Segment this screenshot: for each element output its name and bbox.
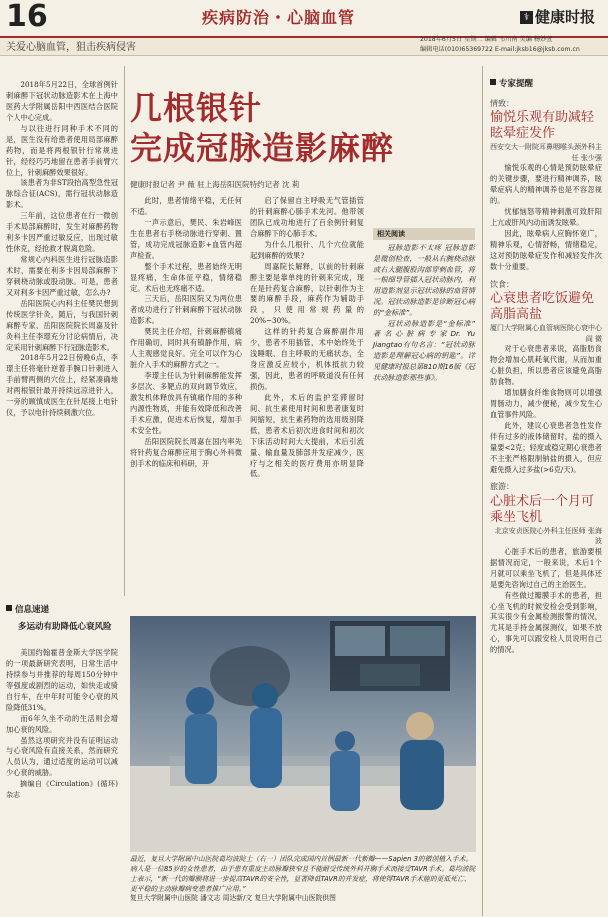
tip-paragraph: 心脏手术后的患者，旅游要根据情况而定，一般来说，术后1个月就可以乘坐飞机了，但是具体还是要先咨询过自己的主治医生。 bbox=[490, 546, 602, 589]
news-paragraph: 虽然这项研究并没有证明运动与心衰风险有直接关系，然而研究人员认为，通过适度的运动可以减少心衰的威胁。 bbox=[6, 735, 118, 778]
tip-paragraph: 增加膳食纤维食物则可以增强胃肠动力，减少便秘，减少发生心血管事件风险。 bbox=[490, 387, 602, 419]
headline-line-2: 完成冠脉造影麻醉 bbox=[130, 129, 395, 167]
logo-mark-icon: ⚕ bbox=[520, 11, 533, 24]
tip-paragraph: 愉悦乐观的心情是预防眩晕症的关键步骤，要进行精神调养，眩晕症病人的精神调养也是不容忽视的。 bbox=[490, 163, 602, 206]
column-rule bbox=[482, 66, 483, 916]
article-paragraph: 一声示意后，樊民、朱岩峰医生在患者右手桡动脉进行穿刺、置管，成功完成冠脉造影+血管内超声检查。 bbox=[130, 217, 242, 260]
surgery-photo-illustration bbox=[130, 616, 476, 852]
article-column-1 bbox=[6, 80, 118, 419]
photo-caption-text: 最近，复旦大学附属中山医院葛均波院士（右一）团队完成国内首例最新一代新瓣——Sapien 3的微创植入手术。病人是一位85岁的女性患者，由于患有重度主动脉瓣狭窄且不能耐受传统外科开胸手术而接受TAVR手术。葛均波院士表示，“新一代的瓣膜将进一步提高TAVR的安全性，显著降低TAVR的并发症，将使得TAVR手术能的更低死亡、更平稳的主动脉瓣病变患者推广应用。” bbox=[130, 855, 476, 893]
tip-paragraph: 有些做过瓣膜手术的患者，担心坐飞机的时候安检会受到影响，其实很少有金属检测报警的情况，尤其是手持金属探测仪，如果不放心，事先可以跟安检人员说明自己的情况。 bbox=[490, 590, 602, 655]
article-paragraph: 启了保留自主呼吸无气管插管的针刺麻醉心肺手术先河。他带领团队已成功地进行了百余例针刺复合麻醉下的心肺手术。 bbox=[250, 196, 364, 238]
article-paragraph: 三年前，这位患者在行一微创手术局部麻醉时，发生对麻醉药物利多卡因严重过敏反应，出现过敏性休克，经抢救才脱离危险。 bbox=[6, 211, 118, 254]
news-paragraph: 美国约翰霍普金斯大学医学院的一项最新研究表明，日常生活中持续参与并推荐的每周150分钟中等强度或剧烈的运动，如快走或骑自行车，在中年时可能令心衰的风险降低31%。 bbox=[6, 648, 118, 712]
article-paragraph: 此外，术后的监护室滞留时间、抗生素使用时间和患者康复时间缩短，抗生素药物的选用级别降低，患者术后初次进食时间和初次下床活动时间大大提前，术后引流量、输血量及肺部并发症减少，医疗与之相关的医疗费用亦明显降低。 bbox=[250, 392, 364, 479]
article-column-2 bbox=[130, 196, 242, 469]
tip-item bbox=[490, 279, 602, 476]
tip-paragraph: 此外，建议心衰患者急性发作伴有过多的液体储留时，盐的摄入量要<2克；轻度或稳定期心衰患者不主张严格限制钠盐的摄入，但应避免摄入过多盐(>6克/天)。 bbox=[490, 420, 602, 474]
article-paragraph: 2018年5月22日，全球首例针刺麻醉下冠状动脉造影术在上海中医药大学附属岳阳中西医结合医院个人中心完成。 bbox=[6, 80, 118, 122]
tip-title: 愉悦乐观有助减轻眩晕症发作 bbox=[490, 110, 595, 142]
headline-line-1: 几根银针 bbox=[130, 89, 263, 127]
page-slogan: 关爱心脑血管，狙击疾病侵害 bbox=[6, 42, 136, 53]
article-paragraph: 整个手术过程，患者始终无明显疼痛，生命体征平稳，情绪稳定。术后也无疼痛不适。 bbox=[130, 261, 242, 293]
tip-paragraph: 对于心衰患者来说，高脂肪食物会增加心肌耗氧代谢，从而加重心脏负担，所以患者应该避免高脂肪食物。 bbox=[490, 344, 602, 386]
expert-tips-heading: 专家提醒 bbox=[490, 78, 533, 91]
tip-kicker: 旅游： bbox=[490, 482, 514, 492]
newspaper-logo bbox=[520, 6, 595, 29]
article-paragraph: 该患者为非ST段抬高型急性冠脉综合征(ACS)，需行冠状动脉造影术。 bbox=[6, 178, 118, 210]
logo-text: 健康时报 bbox=[535, 8, 596, 26]
expert-tips-column bbox=[490, 98, 602, 656]
article-paragraph: 此时，患者情绪平稳，无任何不适。 bbox=[130, 196, 242, 216]
article-headline bbox=[130, 88, 430, 168]
article-paragraph: 岳阳医院院长周嘉在国内率先将针药复合麻醉应用于胸心外科微创手术的临床和科研，开 bbox=[130, 436, 242, 468]
section-title: 疾病防治・心脑血管 bbox=[202, 8, 356, 27]
related-paragraph: 冠脉造影不太疼 冠脉造影是微创检查，一般从右腕桡动脉或右大腿腹股沟部穿刺血管，将一根细导管插入冠状动脉内，利用造影剂显示冠状动脉的血管情况。冠状动脉造影是诊断冠心病的“金标准”。 bbox=[373, 243, 475, 317]
article-paragraph: 这样的针药复合麻醉副作用少，患者不用插管，术中始终处于浅睡眠、自主呼吸的无痛状态，全身应激反应较小，机体抵抗力较强，因此，患者的呼吸道没有任何损伤。 bbox=[250, 327, 364, 391]
issue-date-editors: 2018年6月5日 星期二 编辑 韦川南 美编 杨妙萱 bbox=[420, 36, 553, 43]
page-number: 16 bbox=[6, 0, 48, 34]
editor-contact: 编辑电话(010)65369722 E-mail:jksb16@jksb.com.cn bbox=[420, 46, 580, 53]
news-brief-title: 多运动有助降低心衰风险 bbox=[18, 622, 112, 632]
article-paragraph: 2018年5月22日傍晚6点，李璟主任将毫针逆着手腕口针刺进入手前臂两侧的穴位上，经紧凑确地对两根银针最开持续远凉进针入，一旁的顾慎成医生在针尾接上电针仪，予以电针持续刺激穴位。 bbox=[6, 353, 118, 418]
tip-author: 北京安贞医院心外科主任医师 张海波 bbox=[494, 526, 602, 546]
article-paragraph: 岳阳医院心内科主任樊民想到传统医学针灸，随后，与我国针刺麻醉专家、岳阳医院院长周嘉及针灸科主任李璟充分讨论病情后，决定采用针刺麻醉下行冠脉造影术。 bbox=[6, 298, 118, 352]
article-paragraph: 周嘉院长解释，以前的针刺麻醉主要是靠单纯的针刺来完成，现在是针药复合麻醉，以针刺作为主要的麻醉手段，麻药作为辅助手段，只使用常规药量的20%~30%。 bbox=[250, 261, 364, 326]
photo-credit: 复旦大学附属中山医院 潘文志 周达新/文 复旦大学附属中山医院供图 bbox=[130, 894, 336, 903]
related-reading-heading: 相关阅读 bbox=[373, 228, 475, 240]
tip-author: 厦门大学附属心血管病医院心衰中心 阎 微 bbox=[490, 323, 602, 343]
news-brief-heading: 信息速递 bbox=[6, 604, 49, 617]
tip-kicker: 情致： bbox=[490, 99, 514, 108]
tip-title: 心衰患者吃饭避免高脂高盐 bbox=[490, 290, 595, 322]
tip-author: 西安交大一附院耳鼻咽喉头颈外科主任 张少强 bbox=[490, 143, 602, 162]
article-byline: 健康时报记者 尹 薇 驻上海岳阳医院特约记者 沈 莉 bbox=[130, 180, 300, 189]
article-column-3 bbox=[250, 196, 364, 480]
news-paragraph: 而6年久坐不动的生活则会增加心衰的风险。 bbox=[6, 713, 118, 734]
article-paragraph: 樊民主任介绍，针刺麻醉镇痛作用确切，同时具有镇静作用，病人主观感觉良好。完全可以作为心脏介入手术的麻醉方式之一。 bbox=[130, 327, 242, 370]
article-paragraph: 常规心内科医生进行冠脉造影术时，需要在利多卡因局部麻醉下穿刺桡动脉或股动脉。可是，患者又对利多卡因严重过敏，怎么办? bbox=[6, 255, 118, 297]
article-paragraph: 为什么几根针、几个穴位就能起到麻醉的效果? bbox=[250, 239, 364, 260]
tip-kicker: 饮食： bbox=[490, 279, 514, 289]
article-paragraph: 三天后，岳阳医院又为两位患者成功进行了针刺麻醉下冠状动脉造影术。 bbox=[130, 294, 242, 326]
tip-paragraph: 忧郁恼怒等精神刺激可致肝阳上亢或肝风内动而诱发眩晕。 bbox=[490, 207, 602, 228]
news-brief-body bbox=[6, 648, 118, 801]
related-paragraph: 冠状动脉造影是“金标准” 著名心脏病专家Dr. Yu Jiangtao有句名言：“冠状动脉造影是理解冠心病的钥匙”。详见健康时报总第810期16版《冠状动脉造影那些事》。 bbox=[373, 318, 475, 382]
photo-caption bbox=[130, 855, 476, 904]
surgery-photo bbox=[130, 616, 476, 852]
tip-item bbox=[490, 481, 602, 656]
tip-title: 心脏术后一个月可乘坐飞机 bbox=[490, 493, 595, 525]
article-paragraph: 与以往进行同种手术不同的是，医生没有给患者使用局部麻醉药物，而是将两根银针行常规进针，经经巧巧地留在患者手前臂穴位上，针刺麻醉效果很好。 bbox=[6, 123, 118, 177]
article-paragraph: 李璟主任认为针刺麻醉能发挥多层次、多靶点的双向调节效应，激发机体释放具有镇痛作用的多种内源性物质，并能有效降低和改善手术应激，促进术后恢复，增加手术安全性。 bbox=[130, 371, 242, 435]
tip-item bbox=[490, 98, 602, 273]
news-source: 摘编自《Circulation》(循环)杂志 bbox=[6, 780, 118, 799]
tip-paragraph: 因此，眩晕病人应胸怀宽广，精神乐观，心情舒畅，情绪稳定，这对预防眩晕症发作和减轻发作次数十分重要。 bbox=[490, 229, 602, 271]
column-rule bbox=[124, 66, 125, 596]
related-reading-box bbox=[373, 243, 475, 383]
